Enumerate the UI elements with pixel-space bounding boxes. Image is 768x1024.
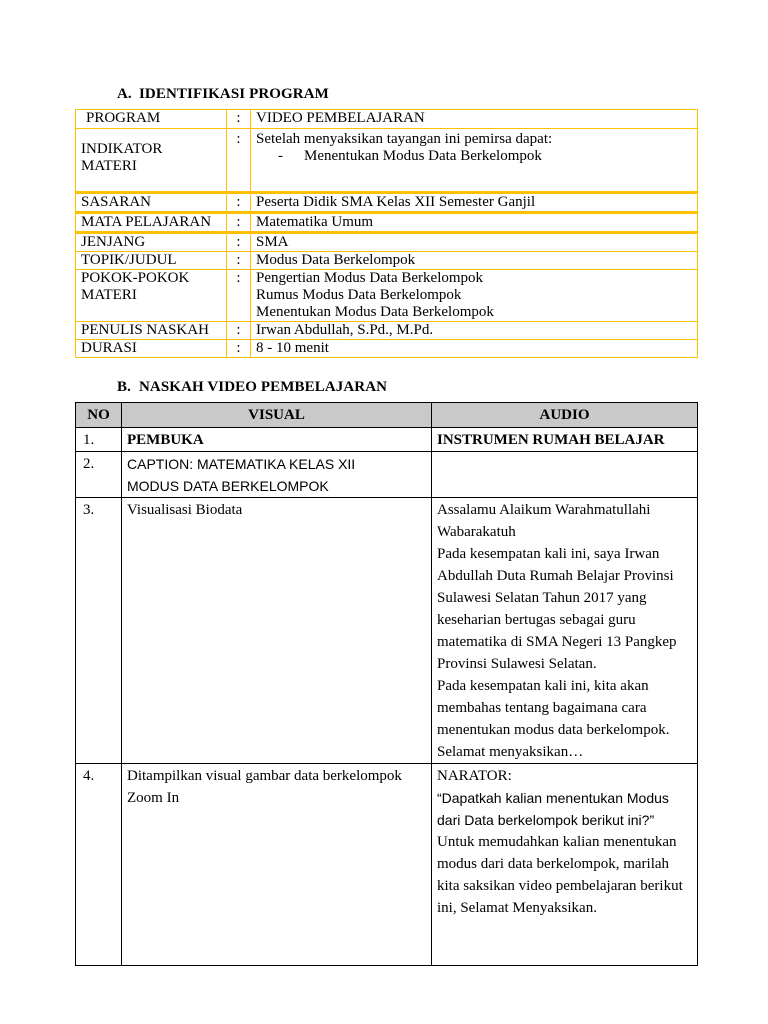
- script-header-row: [76, 403, 698, 428]
- table-row: [76, 498, 698, 764]
- visual-cell: Visualisasi Biodata: [122, 498, 432, 764]
- id-separator: :: [227, 213, 251, 233]
- id-row-program: [76, 110, 698, 129]
- id-value-durasi: 8 - 10 menit: [251, 340, 698, 358]
- audio-cell: [432, 498, 698, 764]
- pokok-line: Rumus Modus Data Berkelompok: [256, 287, 462, 303]
- id-separator: :: [227, 340, 251, 358]
- id-label-sasaran: SASARAN: [76, 193, 227, 213]
- id-row-durasi: [76, 340, 698, 358]
- audio-paragraph: Pada kesempatan kali ini, kita akan membahas tentang bagaimana cara menentukan modus data berkelompok.: [437, 678, 670, 738]
- id-separator: :: [227, 322, 251, 340]
- section-b-heading: [117, 379, 387, 396]
- audio-cell: INSTRUMEN RUMAH BELAJAR: [432, 428, 698, 452]
- visual-cell: PEMBUKA: [122, 428, 432, 452]
- identification-table: [75, 109, 698, 358]
- id-label-jenjang: JENJANG: [76, 233, 227, 252]
- id-label-topik: TOPIK/JUDUL: [76, 252, 227, 270]
- visual-cell: CAPTION: MATEMATIKA KELAS XII MODUS DATA BERKELOMPOK: [122, 452, 432, 498]
- id-value-mata-pelajaran: Matematika Umum: [251, 213, 698, 233]
- row-number: 1.: [76, 428, 122, 452]
- header-visual: VISUAL: [122, 403, 432, 428]
- table-row: [76, 452, 698, 498]
- id-value-topik: Modus Data Berkelompok: [251, 252, 698, 270]
- id-label-durasi: DURASI: [76, 340, 227, 358]
- id-label-indikator: INDIKATOR MATERI: [76, 129, 227, 193]
- row-number: 3.: [76, 498, 122, 764]
- visual-line: Zoom In: [127, 790, 180, 806]
- audio-cell: [432, 452, 698, 498]
- section-b-title: NASKAH VIDEO PEMBELAJARAN: [139, 379, 388, 395]
- id-row-mata-pelajaran: [76, 213, 698, 233]
- id-label-pokok-materi: POKOK-POKOK MATERI: [76, 270, 227, 322]
- audio-paragraph: Untuk memudahkan kalian menentukan modus dari data berkelompok, marilah kita saksikan video pembelajaran berikut ini, Selamat Menyaksikan.: [437, 834, 683, 916]
- visual-cell: [122, 764, 432, 966]
- row-number: 4.: [76, 764, 122, 966]
- id-row-jenjang: [76, 233, 698, 252]
- audio-paragraph: NARATOR:: [437, 768, 512, 784]
- id-separator: :: [227, 110, 251, 129]
- script-table: [75, 402, 698, 966]
- pokok-line: Pengertian Modus Data Berkelompok: [256, 270, 484, 286]
- indikator-intro: Setelah menyaksikan tayangan ini pemirsa dapat:: [256, 131, 553, 147]
- section-b-letter: B.: [117, 379, 131, 395]
- id-separator: :: [227, 193, 251, 213]
- id-row-pokok-materi: [76, 270, 698, 322]
- section-a-heading: [117, 86, 329, 103]
- id-separator: :: [227, 233, 251, 252]
- id-separator: :: [227, 252, 251, 270]
- row-number: 2.: [76, 452, 122, 498]
- id-separator: :: [227, 129, 251, 193]
- table-row: [76, 764, 698, 966]
- audio-paragraph: Pada kesempatan kali ini, saya Irwan Abdullah Duta Rumah Belajar Provinsi Sulawesi Selatan Tahun 2017 yang keseharian bertugas sebagai guru matematika di SMA Negeri 13 Pangkep Provinsi Sulawesi Selatan.: [437, 546, 677, 672]
- audio-paragraph: Selamat menyaksikan…: [437, 744, 584, 760]
- id-label-mata-pelajaran: MATA PELAJARAN: [76, 213, 227, 233]
- id-value-sasaran: Peserta Didik SMA Kelas XII Semester Ganjil: [251, 193, 698, 213]
- visual-line: Ditampilkan visual gambar data berkelompok: [127, 768, 402, 784]
- id-label-penulis: PENULIS NASKAH: [76, 322, 227, 340]
- audio-paragraph: Assalamu Alaikum Warahmatullahi Wabarakatuh: [437, 502, 651, 540]
- indikator-bullet-mark: -: [278, 148, 283, 164]
- id-label-program: PROGRAM: [76, 110, 227, 129]
- id-value-penulis: Irwan Abdullah, S.Pd., M.Pd.: [251, 322, 698, 340]
- section-a-title: IDENTIFIKASI PROGRAM: [139, 86, 329, 102]
- table-row: [76, 428, 698, 452]
- id-separator: :: [227, 270, 251, 322]
- id-row-topik: [76, 252, 698, 270]
- id-value-program: VIDEO PEMBELAJARAN: [251, 110, 698, 129]
- header-audio: AUDIO: [432, 403, 698, 428]
- header-no: NO: [76, 403, 122, 428]
- id-value-pokok-materi: [251, 270, 698, 322]
- id-row-penulis: [76, 322, 698, 340]
- section-a-letter: A.: [117, 86, 132, 102]
- id-row-sasaran: [76, 193, 698, 213]
- audio-cell: [432, 764, 698, 966]
- id-value-jenjang: SMA: [251, 233, 698, 252]
- indikator-bullet-text: Menentukan Modus Data Berkelompok: [304, 148, 542, 164]
- id-value-indikator: [251, 129, 698, 193]
- pokok-line: Menentukan Modus Data Berkelompok: [256, 304, 494, 320]
- id-row-indikator: [76, 129, 698, 193]
- indikator-bullet-item: [256, 148, 692, 165]
- audio-paragraph: “Dapatkah kalian menentukan Modus dari Data berkelompok berikut ini?”: [437, 790, 669, 828]
